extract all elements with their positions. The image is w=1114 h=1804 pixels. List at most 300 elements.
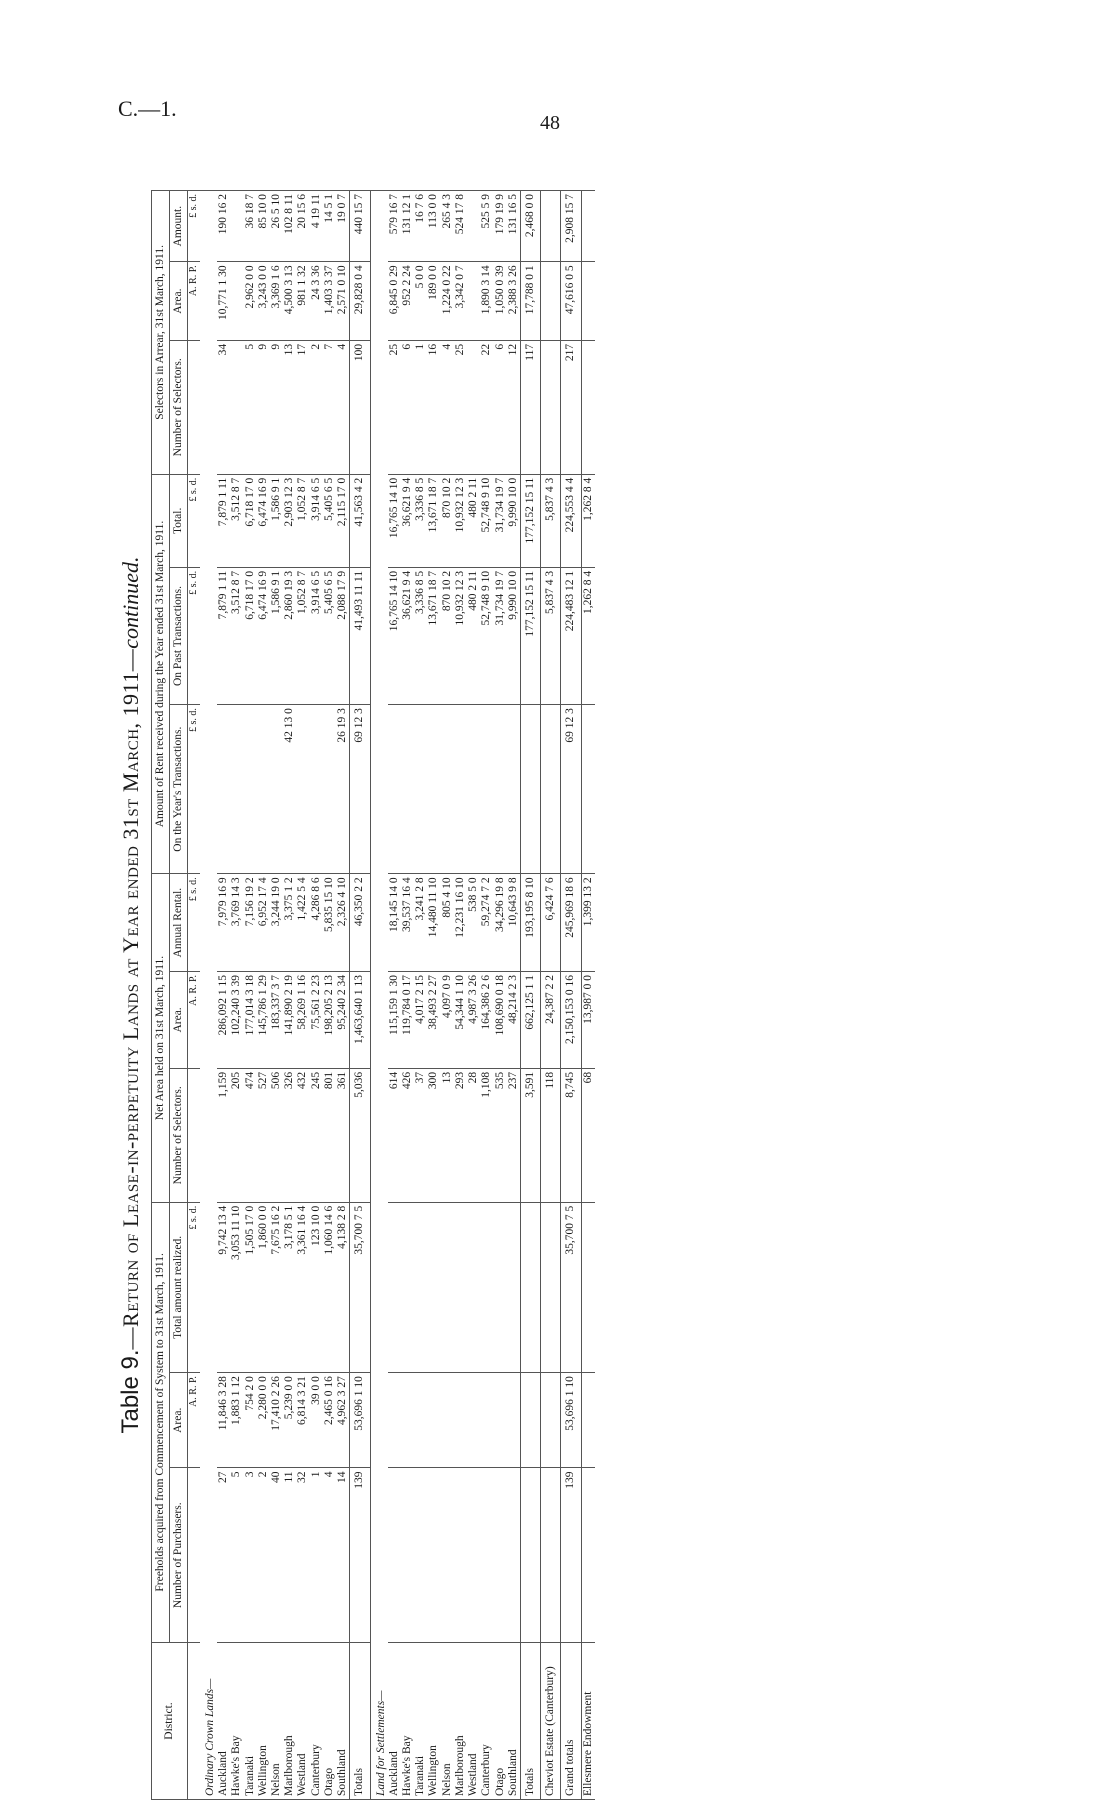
- table-cell: [581, 1468, 595, 1643]
- table-cell: 5,835 15 10: [323, 874, 336, 972]
- table-cell: 870 10 2: [441, 567, 454, 704]
- table-cell: 4,500 3 13: [283, 262, 296, 341]
- table-cell: 3,178 5 1: [283, 1202, 296, 1372]
- table-cell: 5,837 4 3: [541, 567, 561, 704]
- table-cell: 36,621 9 4: [401, 567, 414, 704]
- table-row: [454, 191, 467, 1800]
- table-row: [494, 191, 507, 1800]
- table-cell: 4: [336, 340, 350, 474]
- district-cell: Taranaki: [244, 1643, 257, 1800]
- table-cell: 9,990 10 0: [507, 474, 521, 567]
- table-cell: 10,932 12 3: [454, 567, 467, 704]
- table-cell: 35,700 7 5: [561, 1202, 581, 1372]
- table-cell: 9: [257, 340, 270, 474]
- col-net-area: Net Area held on 31st March, 1911.: [152, 874, 170, 1202]
- table-cell: 183,337 3 7: [270, 971, 283, 1068]
- table-cell: 2,326 4 10: [336, 874, 350, 972]
- table-cell: 100: [350, 340, 370, 474]
- table-cell: [388, 1468, 401, 1643]
- table-cell: 662,125 1 1: [520, 971, 540, 1068]
- table-cell: 205: [230, 1068, 243, 1202]
- table-row: [507, 191, 521, 1800]
- table-cell: [401, 705, 414, 874]
- table-cell: [230, 340, 243, 474]
- table-cell: [581, 262, 595, 341]
- col-na-area: Area.: [170, 971, 188, 1068]
- table-title-continued: continued.: [118, 556, 143, 649]
- table-cell: 6,718 17 0: [244, 474, 257, 567]
- district-cell: Cheviot Estate (Canterbury): [541, 1643, 561, 1800]
- col-num-selectors: Number of Selectors.: [170, 1068, 188, 1202]
- table-cell: 3,336 8 5: [414, 474, 427, 567]
- table-cell: [388, 705, 401, 874]
- table-cell: 24,387 2 2: [541, 971, 561, 1068]
- district-cell: Totals: [350, 1643, 370, 1800]
- table-cell: [441, 1468, 454, 1643]
- table-cell: 4,138 2 8: [336, 1202, 350, 1372]
- table-cell: 3,244 19 0: [270, 874, 283, 972]
- table-cell: 5: [230, 1468, 243, 1643]
- table-cell: [467, 262, 480, 341]
- table-cell: 1,224 0 22: [441, 262, 454, 341]
- table-cell: [494, 705, 507, 874]
- table-cell: 131 12 1: [401, 191, 414, 262]
- table-cell: 17,788 0 1: [520, 262, 540, 341]
- col-freeholds: Freeholds acquired from Commencement of System to 31st March, 1911.: [152, 1202, 170, 1642]
- table-cell: 480 2 11: [467, 474, 480, 567]
- table-cell: [541, 1373, 561, 1468]
- table-cell: 12: [507, 340, 521, 474]
- table-cell: 1,890 3 14: [480, 262, 493, 341]
- unit-lsd: £ s. d.: [188, 474, 200, 567]
- table-cell: [541, 340, 561, 474]
- table-cell: 3,361 16 4: [296, 1202, 309, 1372]
- table-cell: 131 16 5: [507, 191, 521, 262]
- table-cell: 29,828 0 4: [350, 262, 370, 341]
- table-cell: 139: [561, 1468, 581, 1643]
- col-annual-rental: Annual Rental.: [170, 874, 188, 972]
- table-cell: 6,718 17 0: [244, 567, 257, 704]
- table-cell: 3,914 6 5: [310, 474, 323, 567]
- table-row: [480, 191, 493, 1800]
- table-cell: 300: [427, 1068, 440, 1202]
- table-cell: [310, 705, 323, 874]
- table-cell: 52,748 9 10: [480, 474, 493, 567]
- table-cell: [230, 705, 243, 874]
- table-cell: 3,512 8 7: [230, 567, 243, 704]
- table-cell: 6,474 16 9: [257, 567, 270, 704]
- table-cell: 805 4 10: [441, 874, 454, 972]
- table-cell: [507, 1373, 521, 1468]
- table-cell: [427, 705, 440, 874]
- district-cell: Hawke's Bay: [230, 1643, 243, 1800]
- table-cell: 3,769 14 3: [230, 874, 243, 972]
- ellesmere-row: [581, 191, 595, 1800]
- table-cell: 19 0 7: [336, 191, 350, 262]
- table-cell: [507, 1202, 521, 1372]
- table-cell: 527: [257, 1068, 270, 1202]
- table-cell: 2,388 3 26: [507, 262, 521, 341]
- table-cell: [581, 705, 595, 874]
- table-row: [388, 191, 401, 1800]
- table-cell: 5: [244, 340, 257, 474]
- district-cell: Southland: [507, 1643, 521, 1800]
- table-cell: 164,386 2 6: [480, 971, 493, 1068]
- table-cell: 7,879 1 11: [217, 567, 230, 704]
- table-cell: 1,463,640 1 13: [350, 971, 370, 1068]
- table-cell: 9: [270, 340, 283, 474]
- district-cell: Auckland: [217, 1643, 230, 1800]
- table-cell: 245: [310, 1068, 323, 1202]
- table-cell: [467, 705, 480, 874]
- table-cell: 3: [244, 1468, 257, 1643]
- table-cell: 1: [310, 1468, 323, 1643]
- table-cell: 1,422 5 4: [296, 874, 309, 972]
- table-cell: 245,969 18 6: [561, 874, 581, 972]
- table-cell: [454, 1468, 467, 1643]
- table-cell: [541, 705, 561, 874]
- table-title-text: —Return of Lease-in-perpetuity Lands at Year ended 31st March, 1911—: [118, 648, 143, 1350]
- table-cell: 17,410 2 26: [270, 1373, 283, 1468]
- table-cell: 801: [323, 1068, 336, 1202]
- table-cell: 293: [454, 1068, 467, 1202]
- col-district: District.: [152, 1643, 188, 1800]
- table-cell: 118: [541, 1068, 561, 1202]
- col-arrear-selectors: Number of Selectors.: [170, 340, 188, 474]
- table-cell: 4 19 11: [310, 191, 323, 262]
- table-cell: [480, 705, 493, 874]
- table-cell: 36 18 7: [244, 191, 257, 262]
- table-cell: 53,696 1 10: [350, 1373, 370, 1468]
- table-cell: 190 16 2: [217, 191, 230, 262]
- grand-totals-row: [561, 191, 581, 1800]
- table-cell: 38,493 2 27: [427, 971, 440, 1068]
- table-cell: 115,159 1 30: [388, 971, 401, 1068]
- table-row: [427, 191, 440, 1800]
- table-cell: 480 2 11: [467, 567, 480, 704]
- table-cell: 1,108: [480, 1068, 493, 1202]
- table-cell: 2,908 15 7: [561, 191, 581, 262]
- table-cell: 3,053 11 10: [230, 1202, 243, 1372]
- table-cell: 16,765 14 10: [388, 567, 401, 704]
- table-cell: 1,883 1 12: [230, 1373, 243, 1468]
- table-row: [441, 191, 454, 1800]
- table-cell: 31,734 19 7: [494, 474, 507, 567]
- table-cell: [388, 1373, 401, 1468]
- table-cell: 39,537 16 4: [401, 874, 414, 972]
- table-cell: 41,493 11 11: [350, 567, 370, 704]
- table-cell: [520, 705, 540, 874]
- table-cell: 3,591: [520, 1068, 540, 1202]
- table-cell: [401, 1202, 414, 1372]
- table-cell: 7: [323, 340, 336, 474]
- table-cell: 5,837 4 3: [541, 474, 561, 567]
- unit-lsd: £ s. d.: [188, 874, 200, 972]
- table-cell: [323, 705, 336, 874]
- table-cell: 2,280 0 0: [257, 1373, 270, 1468]
- table-cell: 2: [310, 340, 323, 474]
- return-table: [151, 190, 595, 1800]
- table-cell: 326: [283, 1068, 296, 1202]
- table-cell: 10,771 1 30: [217, 262, 230, 341]
- table-cell: 13: [441, 1068, 454, 1202]
- section-heading: Land for Settlements—: [370, 191, 388, 1800]
- col-fh-area: Area.: [170, 1373, 188, 1468]
- table-cell: [480, 1202, 493, 1372]
- table-cell: 981 1 32: [296, 262, 309, 341]
- table-cell: [467, 1373, 480, 1468]
- table-cell: 952 2 24: [401, 262, 414, 341]
- table-cell: [414, 1373, 427, 1468]
- table-cell: [494, 1373, 507, 1468]
- table-cell: 145,786 1 29: [257, 971, 270, 1068]
- table-cell: 7,979 16 9: [217, 874, 230, 972]
- table-cell: 1,399 13 2: [581, 874, 595, 972]
- district-cell: Canterbury: [310, 1643, 323, 1800]
- district-cell: Canterbury: [480, 1643, 493, 1800]
- table-cell: 5,405 6 5: [323, 567, 336, 704]
- table-cell: 286,092 1 15: [217, 971, 230, 1068]
- table-cell: 538 5 0: [467, 874, 480, 972]
- table-cell: [454, 705, 467, 874]
- table-cell: 4,286 8 6: [310, 874, 323, 972]
- table-cell: [507, 1468, 521, 1643]
- table-cell: 1,505 17 0: [244, 1202, 257, 1372]
- table-cell: 32: [296, 1468, 309, 1643]
- table-cell: 68: [581, 1068, 595, 1202]
- table-cell: 614: [388, 1068, 401, 1202]
- table-cell: [467, 340, 480, 474]
- table-cell: 46,350 2 2: [350, 874, 370, 972]
- table-cell: 7,879 1 11: [217, 474, 230, 567]
- table-cell: 2,903 12 3: [283, 474, 296, 567]
- table-cell: 4,962 3 27: [336, 1373, 350, 1468]
- col-on-year: On the Year's Transactions.: [170, 705, 188, 874]
- table-cell: [427, 1468, 440, 1643]
- table-cell: 39 0 0: [310, 1373, 323, 1468]
- table-cell: 361: [336, 1068, 350, 1202]
- district-cell: Nelson: [441, 1643, 454, 1800]
- table-cell: 177,152 15 11: [520, 474, 540, 567]
- table-cell: [507, 705, 521, 874]
- district-cell: Grand totals: [561, 1643, 581, 1800]
- district-cell: Westland: [467, 1643, 480, 1800]
- table-cell: 10,932 12 3: [454, 474, 467, 567]
- table-cell: 6,424 7 6: [541, 874, 561, 972]
- table-title: [117, 190, 145, 1800]
- table-cell: 9,990 10 0: [507, 567, 521, 704]
- table-cell: 20 15 6: [296, 191, 309, 262]
- district-cell: Taranaki: [414, 1643, 427, 1800]
- table-cell: 95,240 2 34: [336, 971, 350, 1068]
- table-cell: 6: [494, 340, 507, 474]
- table-cell: 37: [414, 1068, 427, 1202]
- table-cell: 179 19 9: [494, 191, 507, 262]
- col-total: Total.: [170, 474, 188, 567]
- table-cell: 16 7 6: [414, 191, 427, 262]
- table-cell: 10,643 9 8: [507, 874, 521, 972]
- table-cell: 5 0 0: [414, 262, 427, 341]
- table-cell: 870 10 2: [441, 474, 454, 567]
- table-cell: 24 3 36: [310, 262, 323, 341]
- table-cell: 16: [427, 340, 440, 474]
- unit-arp: A. R. P.: [188, 262, 200, 341]
- table-cell: 18,145 14 0: [388, 874, 401, 972]
- table-cell: 1,403 3 37: [323, 262, 336, 341]
- col-on-past: On Past Transactions.: [170, 567, 188, 704]
- table-cell: 75,561 2 23: [310, 971, 323, 1068]
- table-cell: 1: [414, 340, 427, 474]
- table-cell: 13,671 18 7: [427, 567, 440, 704]
- table-cell: 2,150,153 0 16: [561, 971, 581, 1068]
- table-cell: 139: [350, 1468, 370, 1643]
- table-cell: [541, 191, 561, 262]
- table-cell: 2,465 0 16: [323, 1373, 336, 1468]
- table-cell: 432: [296, 1068, 309, 1202]
- col-total-realized: Total amount realized.: [170, 1202, 188, 1372]
- page-number: 48: [540, 112, 560, 134]
- table-row: [336, 191, 350, 1800]
- table-cell: 5,036: [350, 1068, 370, 1202]
- table-cell: 440 15 7: [350, 191, 370, 262]
- table-cell: [467, 1202, 480, 1372]
- table-cell: 58,269 1 16: [296, 971, 309, 1068]
- table-cell: 27: [217, 1468, 230, 1643]
- totals-row: [350, 191, 370, 1800]
- table-row: [310, 191, 323, 1800]
- table-cell: 13,987 0 0: [581, 971, 595, 1068]
- table-cell: [257, 705, 270, 874]
- table-cell: 3,241 2 8: [414, 874, 427, 972]
- table-cell: 14: [336, 1468, 350, 1643]
- district-cell: Wellington: [257, 1643, 270, 1800]
- table-cell: 6,845 0 29: [388, 262, 401, 341]
- table-cell: [441, 1202, 454, 1372]
- district-cell: Totals: [520, 1643, 540, 1800]
- table-cell: 53,696 1 10: [561, 1373, 581, 1468]
- table-cell: 426: [401, 1068, 414, 1202]
- unit-arp: A. R. P.: [188, 1373, 200, 1468]
- table-cell: 2,962 0 0: [244, 262, 257, 341]
- table-row: [283, 191, 296, 1800]
- table-cell: 4,097 0 9: [441, 971, 454, 1068]
- table-cell: 3,342 0 7: [454, 262, 467, 341]
- table-cell: [467, 191, 480, 262]
- table-cell: 41,563 4 2: [350, 474, 370, 567]
- table-row: [230, 191, 243, 1800]
- table-cell: 40: [270, 1468, 283, 1643]
- table-cell: [401, 1468, 414, 1643]
- table-cell: 16,765 14 10: [388, 474, 401, 567]
- table-cell: 189 0 0: [427, 262, 440, 341]
- table-cell: 4: [323, 1468, 336, 1643]
- table-cell: 102,240 3 39: [230, 971, 243, 1068]
- table-cell: 54,344 1 10: [454, 971, 467, 1068]
- table-cell: 102 8 11: [283, 191, 296, 262]
- unit-lsd: £ s. d.: [188, 191, 200, 262]
- table-cell: 6,474 16 9: [257, 474, 270, 567]
- table-cell: 3,914 6 5: [310, 567, 323, 704]
- table-cell: 177,152 15 11: [520, 567, 540, 704]
- table-cell: [414, 705, 427, 874]
- table-cell: 11: [283, 1468, 296, 1643]
- table-cell: [480, 1468, 493, 1643]
- table-cell: 4,017 2 15: [414, 971, 427, 1068]
- table-cell: 28: [467, 1068, 480, 1202]
- table-cell: 3,512 8 7: [230, 474, 243, 567]
- table-cell: 26 19 3: [336, 705, 350, 874]
- district-cell: Wellington: [427, 1643, 440, 1800]
- table-cell: 52,748 9 10: [480, 567, 493, 704]
- table-cell: 108,690 0 18: [494, 971, 507, 1068]
- rotated-table-area: [117, 190, 997, 1800]
- table-cell: 3,369 1 6: [270, 262, 283, 341]
- cheviot-row: [541, 191, 561, 1800]
- table-cell: 2,468 0 0: [520, 191, 540, 262]
- table-cell: [427, 1373, 440, 1468]
- table-cell: [480, 1373, 493, 1468]
- table-cell: [441, 1373, 454, 1468]
- table-cell: 754 2 0: [244, 1373, 257, 1468]
- district-cell: Hawke's Bay: [401, 1643, 414, 1800]
- totals-row: [520, 191, 540, 1800]
- district-cell: Nelson: [270, 1643, 283, 1800]
- table-cell: 35,700 7 5: [350, 1202, 370, 1372]
- table-row: [257, 191, 270, 1800]
- table-cell: 2: [257, 1468, 270, 1643]
- table-cell: [541, 1468, 561, 1643]
- district-cell: Otago: [323, 1643, 336, 1800]
- table-cell: [541, 262, 561, 341]
- table-cell: [270, 705, 283, 874]
- table-cell: 265 4 3: [441, 191, 454, 262]
- table-cell: 4,987 3 26: [467, 971, 480, 1068]
- table-cell: 22: [480, 340, 493, 474]
- col-arrear-area: Area.: [170, 262, 188, 341]
- table-cell: 34,296 19 8: [494, 874, 507, 972]
- unit-lsd: £ s. d.: [188, 567, 200, 704]
- table-cell: 1,052 8 7: [296, 474, 309, 567]
- table-row: [296, 191, 309, 1800]
- table-cell: [454, 1202, 467, 1372]
- table-cell: 1,262 8 4: [581, 474, 595, 567]
- table-cell: 193,195 8 10: [520, 874, 540, 972]
- table-cell: 7,675 16 2: [270, 1202, 283, 1372]
- table-row: [323, 191, 336, 1800]
- unit-arp: A. R. P.: [188, 971, 200, 1068]
- table-cell: 1,586 9 1: [270, 567, 283, 704]
- district-cell: Westland: [296, 1643, 309, 1800]
- table-cell: [441, 705, 454, 874]
- table-cell: 1,262 8 4: [581, 567, 595, 704]
- table-cell: 506: [270, 1068, 283, 1202]
- table-cell: [494, 1202, 507, 1372]
- table-row: [244, 191, 257, 1800]
- table-cell: [401, 1373, 414, 1468]
- table-cell: 525 5 9: [480, 191, 493, 262]
- table-cell: [520, 1468, 540, 1643]
- table-cell: [427, 1202, 440, 1372]
- table-cell: [414, 1202, 427, 1372]
- table-cell: 113 0 0: [427, 191, 440, 262]
- table-cell: 177,014 3 18: [244, 971, 257, 1068]
- table-cell: 217: [561, 340, 581, 474]
- table-cell: [520, 1202, 540, 1372]
- table-cell: 36,621 9 4: [401, 474, 414, 567]
- col-arrear: Selectors in Arrear, 31st March, 1911.: [152, 191, 170, 475]
- table-cell: [520, 1373, 540, 1468]
- table-cell: [494, 1468, 507, 1643]
